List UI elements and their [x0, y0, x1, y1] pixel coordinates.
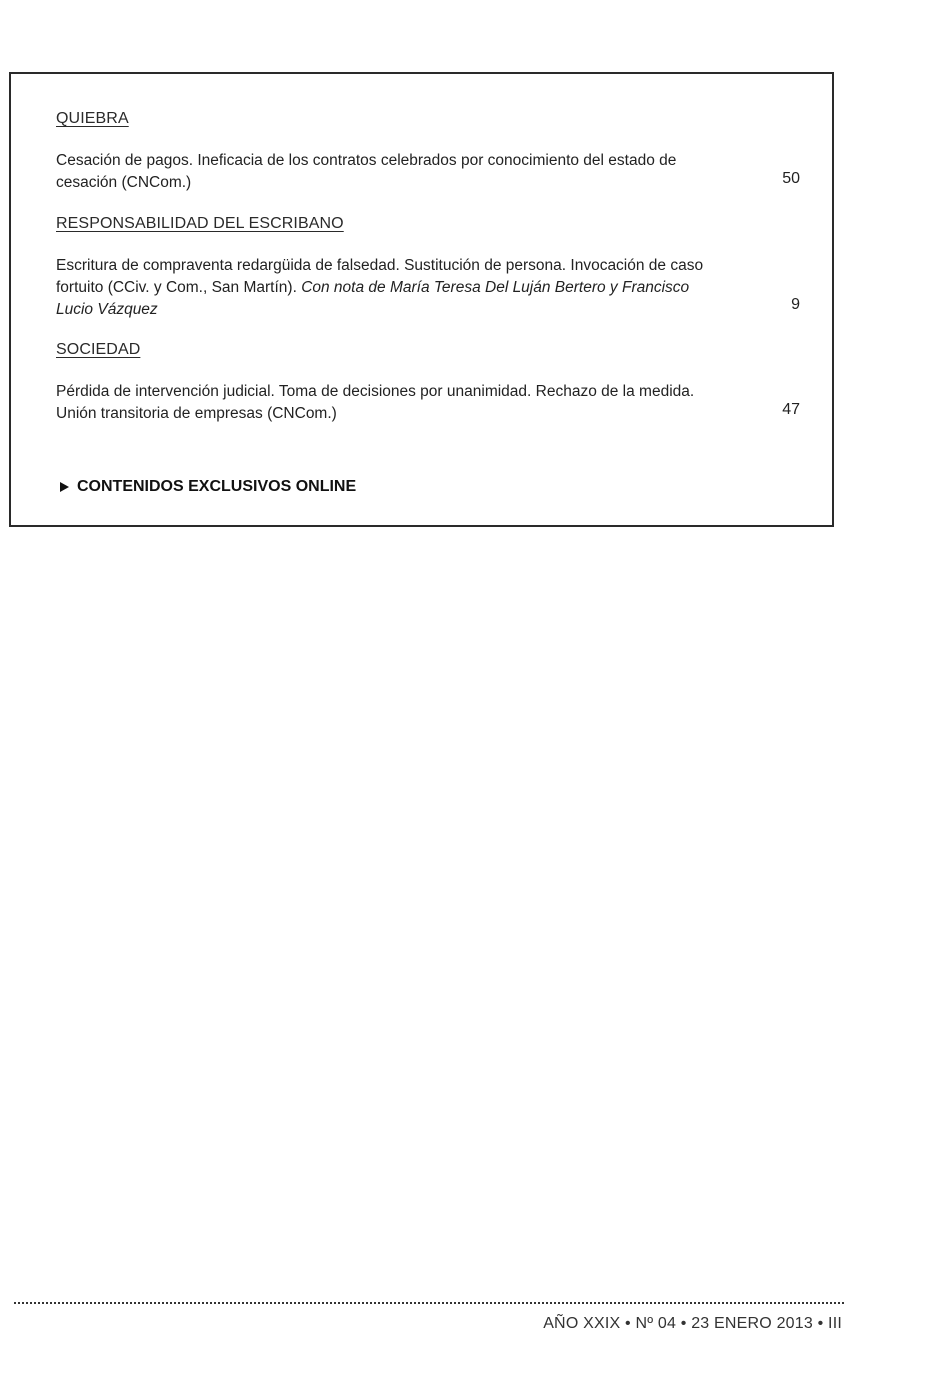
- entry-text: Escritura de compraventa redargüida de falsedad. Sustitución de persona. Invocación de caso fortuito (CCiv. y Com., San Martín).: [56, 257, 704, 296]
- online-contents-link[interactable]: [60, 478, 356, 496]
- entry-text: Pérdida de intervención judicial. Toma de decisiones por unanimidad. Rechazo de la medida. Unión transitoria de empresas (CNCom.): [56, 383, 695, 422]
- page-number-sociedad: 47: [782, 401, 800, 418]
- section-heading-responsabilidad: RESPONSABILIDAD DEL ESCRIBANO: [56, 215, 344, 232]
- triangle-right-icon: [60, 482, 69, 492]
- page-footer: AÑO XXIX • Nº 04 • 23 ENERO 2013 • III: [543, 1315, 842, 1332]
- section-heading-sociedad: SOCIEDAD: [56, 341, 141, 358]
- footer-divider: [14, 1302, 844, 1304]
- page-number-responsabilidad: 9: [791, 296, 800, 313]
- entry-quiebra: [56, 150, 721, 194]
- entry-text: Cesación de pagos. Ineficacia de los contratos celebrados por conocimiento del estado de cesación (CNCom.): [56, 152, 677, 191]
- entry-responsabilidad: [56, 255, 721, 321]
- online-contents-label: CONTENIDOS EXCLUSIVOS ONLINE: [77, 478, 357, 495]
- section-heading-quiebra: QUIEBRA: [56, 110, 129, 127]
- page-number-quiebra: 50: [782, 170, 800, 187]
- entry-sociedad: [56, 381, 721, 425]
- entry-authors: Con nota de María Teresa Del Luján Bertero y Francisco Lucio Vázquez: [56, 279, 690, 318]
